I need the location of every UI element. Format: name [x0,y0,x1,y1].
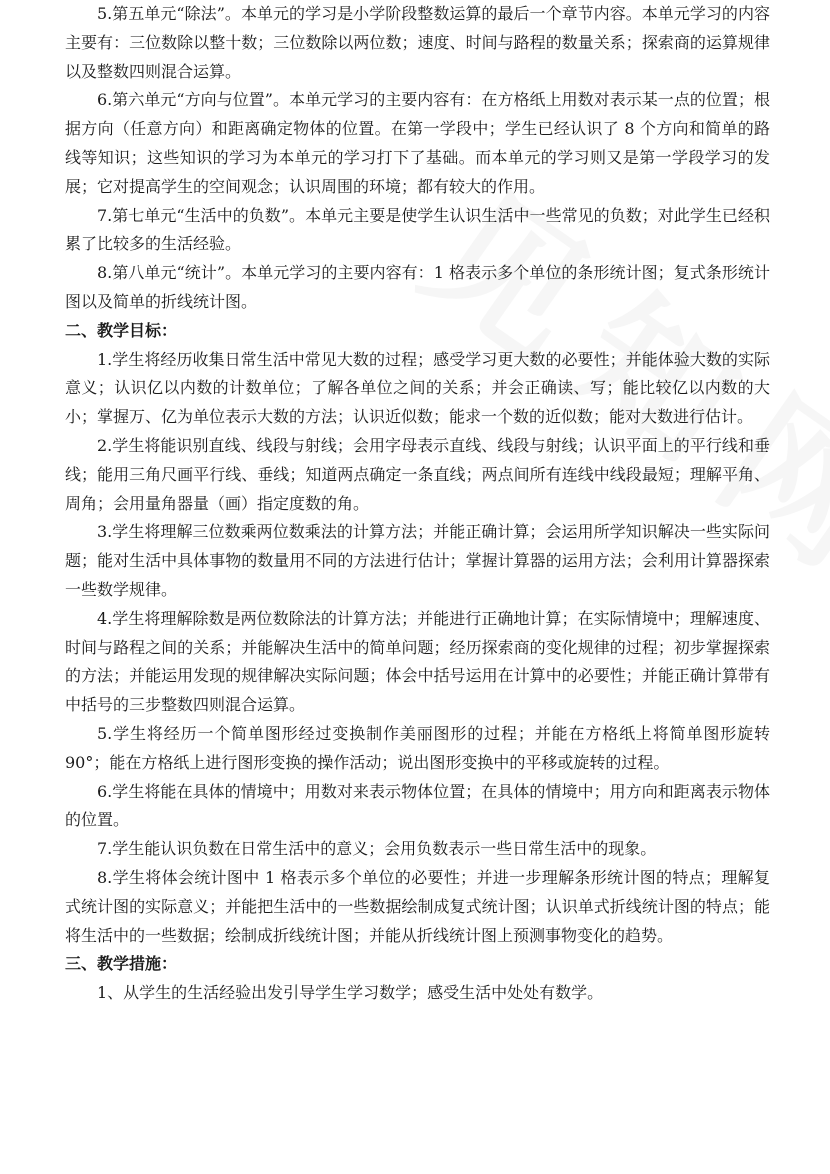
section-heading-teaching-measures: 三、教学措施： [65,954,178,974]
measure-paragraph-1: 1、从学生的生活经验出发引导学生学习数学；感受生活中处处有数学。 [97,983,604,1003]
paragraph-unit5: 5.第五单元“除法”。本单元的学习是小学阶段整数运算的最后一个章节内容。本单元学习的内容主要有：三位数除以整十数；三位数除以两位数；速度、时间与路程的数量关系；探索商的运算规律以及整数四则混合运算。 [65,4,770,81]
goal-paragraph-3: 3.学生将理解三位数乘两位数乘法的计算方法；并能正确计算；会运用所学知识解决一些实际问题；能对生活中具体事物的数量用不同的方法进行估计；掌握计算器的运用方法；会利用计算器探索一些数学规律。 [65,522,770,599]
paragraph-unit7: 7.第七单元“生活中的负数”。本单元主要是使学生认识生活中一些常见的负数；对此学生已经积累了比较多的生活经验。 [65,205,770,254]
paragraph-unit8: 8.第八单元“统计”。本单元学习的主要内容有：1 格表示多个单位的条形统计图；复式条形统计图以及简单的折线统计图。 [65,263,770,311]
section-heading-teaching-goals: 二、教学目标： [65,320,178,340]
goal-paragraph-1: 1.学生将经历收集日常生活中常见大数的过程；感受学习更大数的必要性；并能体验大数的实际意义；认识亿以内数的计数单位；了解各单位之间的关系；并会正确读、写；能比较亿以内数的大小；掌握万、亿为单位表示大数的方法；认识近似数；能求一个数的近似数；能对大数进行估计。 [65,349,770,427]
goal-paragraph-7: 7.学生能认识负数在日常生活中的意义；会用负数表示一些日常生活中的现象。 [97,839,657,859]
document-body [65,0,770,1008]
goal-paragraph-4: 4.学生将理解除数是两位数除法的计算方法；并能进行正确地计算；在实际情境中；理解速度、时间与路程之间的关系；并能解决生活中的简单问题；经历探索商的变化规律的过程；初步掌握探索的方法；并能运用发现的规律解决实际问题；体会中括号运用在计算中的必要性；并能正确计算带有中括号的三步整数四则混合运算。 [65,608,770,715]
goal-paragraph-5: 5.学生将经历一个简单图形经过变换制作美丽图形的过程；并能在方格纸上将简单图形旋转 90°；能在方格纸上进行图形变换的操作活动；说出图形变换中的平移或旋转的过程。 [65,723,770,772]
goal-paragraph-6: 6.学生将能在具体的情境中；用数对来表示物体位置；在具体的情境中；用方向和距离表示物体的位置。 [65,781,770,830]
goal-paragraph-8: 8.学生将体会统计图中 1 格表示多个单位的必要性；并进一步理解条形统计图的特点；理解复式统计图的实际意义；并能把生活中的一些数据绘制成复式统计图；认识单式折线统计图的特点；能将生活中的一些数据；绘制成折线统计图；并能从折线统计图上预测事物变化的趋势。 [65,867,770,945]
goal-paragraph-2: 2.学生将能识别直线、线段与射线；会用字母表示直线、线段与射线；认识平面上的平行线和垂线；能用三角尺画平行线、垂线；知道两点确定一条直线；两点间所有连线中线段最短；理解平角、周角；会用量角器量（画）指定度数的角。 [65,435,770,513]
paragraph-unit6: 6.第六单元“方向与位置”。本单元学习的主要内容有：在方格纸上用数对表示某一点的位置；根据方向（任意方向）和距离确定物体的位置。在第一学段中；学生已经认识了 8 个方向和简单的路线等知识；这些知识的学习为本单元的学习打下了基础。而本单元的学习则又是第一学段学习的发展；它对提高学生的空间观念；认识周围的环境；都有较大的作用。 [65,90,770,196]
